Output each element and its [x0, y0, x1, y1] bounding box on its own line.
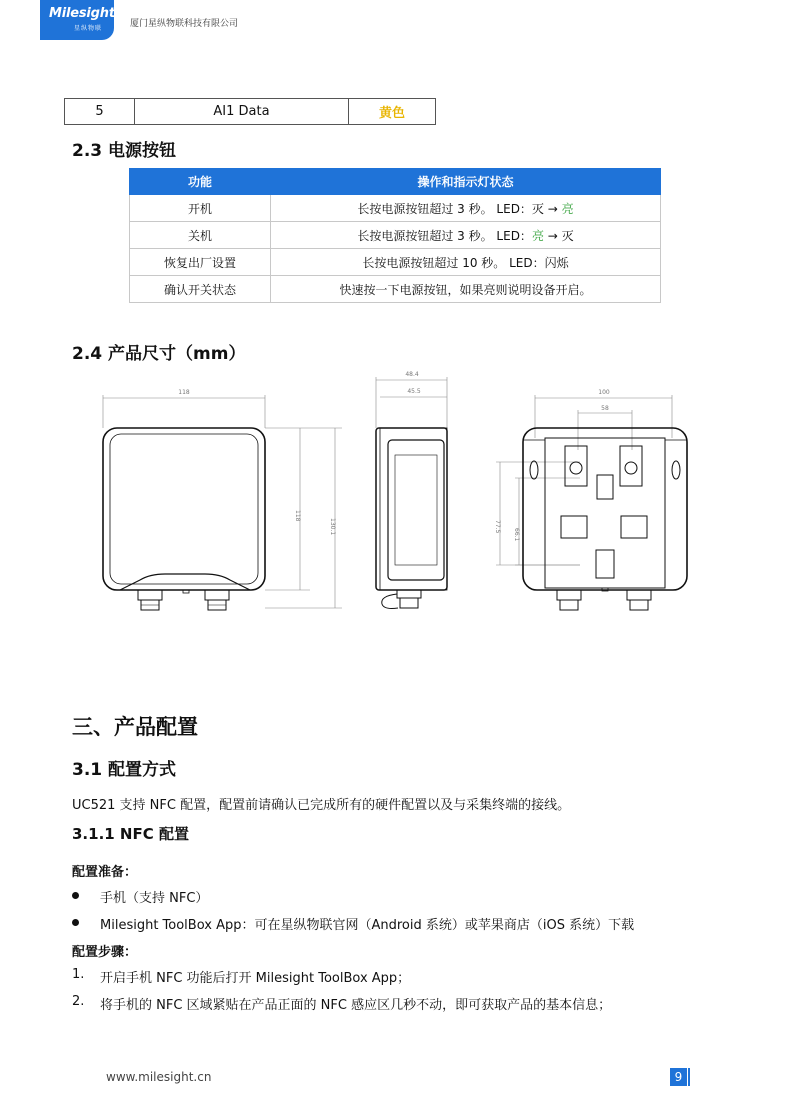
row-index: 5: [65, 99, 135, 125]
func-cell: 恢复出厂设置: [130, 249, 271, 276]
func-cell: 关机: [130, 222, 271, 249]
step-number: 1.: [72, 967, 85, 982]
table-row: [65, 99, 436, 125]
logo-text: Milesight: [49, 6, 115, 21]
led-on-text: 亮: [531, 228, 544, 243]
dim-side-total: 48.4: [405, 371, 419, 378]
step-number: 2.: [72, 994, 85, 1009]
op-cell: 快速按一下电源按钮，如果亮则说明设备开启。: [271, 276, 661, 303]
func-cell: 开机: [130, 195, 271, 222]
prep-label: 配置准备：: [72, 865, 138, 880]
bullet-icon: [72, 892, 79, 899]
brand-logo: [40, 0, 114, 40]
led-on-text: 亮: [561, 201, 574, 216]
footer-url[interactable]: www.milesight.cn: [106, 1070, 212, 1084]
dim-back-outer-height: 77.5: [494, 520, 501, 534]
steps-label: 配置步骤：: [72, 945, 138, 960]
dim-back-inner-height: 66.1: [513, 528, 520, 542]
table-row: [130, 276, 661, 303]
section-3-1-title: 3.1 配置方式: [72, 760, 177, 780]
company-name: 厦门星纵物联科技有限公司: [130, 19, 239, 29]
dim-front-width: 118: [178, 389, 190, 396]
prep-item: Milesight ToolBox App：可在星纵物联官网（Android 系统）或苹果商店（iOS 系统）下载: [100, 918, 635, 933]
section-2-3-title: 2.3 电源按钮: [72, 141, 177, 161]
table-row: [130, 222, 661, 249]
dim-front-height: 118: [294, 510, 301, 522]
dim-back-holes: 58: [601, 405, 609, 412]
dimension-drawings: [0, 365, 790, 625]
table-header-row: [130, 169, 661, 195]
col-func-header: 功能: [130, 169, 271, 195]
logo-subtext: 星纵物联: [74, 25, 103, 32]
step-text: 将手机的 NFC 区域紧贴在产品正面的 NFC 感应区几秒不动，即可获取产品的基本信息；: [100, 998, 612, 1013]
section-2-4-title: 2.4 产品尺寸（mm）: [72, 344, 246, 364]
table-row: [130, 249, 661, 276]
step-text: 开启手机 NFC 功能后打开 Milesight ToolBox App；: [100, 971, 411, 986]
dim-back-width: 100: [598, 389, 610, 396]
dim-front-total: 130.1: [329, 518, 336, 536]
op-cell: 长按电源按钮超过 3 秒。 LED：亮 → 灭: [271, 222, 661, 249]
op-cell: 长按电源按钮超过 3 秒。 LED：灭 → 亮: [271, 195, 661, 222]
intro-paragraph: UC521 支持 NFC 配置，配置前请确认已完成所有的硬件配置以及与采集终端的接线。: [72, 798, 571, 813]
continued-table: [64, 98, 436, 125]
op-cell: 长按电源按钮超过 10 秒。 LED：闪烁: [271, 249, 661, 276]
section-3-title: 三、产品配置: [72, 715, 198, 739]
page-number-bar: [688, 1068, 690, 1086]
row-color: 黄色: [349, 99, 436, 125]
prep-item: 手机（支持 NFC）: [100, 891, 209, 906]
section-3-1-1-title: 3.1.1 NFC 配置: [72, 825, 189, 843]
row-name: AI1 Data: [135, 99, 349, 125]
bullet-icon: [72, 919, 79, 926]
col-op-header: 操作和指示灯状态: [271, 169, 661, 195]
table-row: [130, 195, 661, 222]
page-number: 9: [670, 1068, 687, 1086]
dim-side-body: 45.5: [407, 388, 421, 395]
func-cell: 确认开关状态: [130, 276, 271, 303]
power-button-table: [129, 168, 661, 303]
